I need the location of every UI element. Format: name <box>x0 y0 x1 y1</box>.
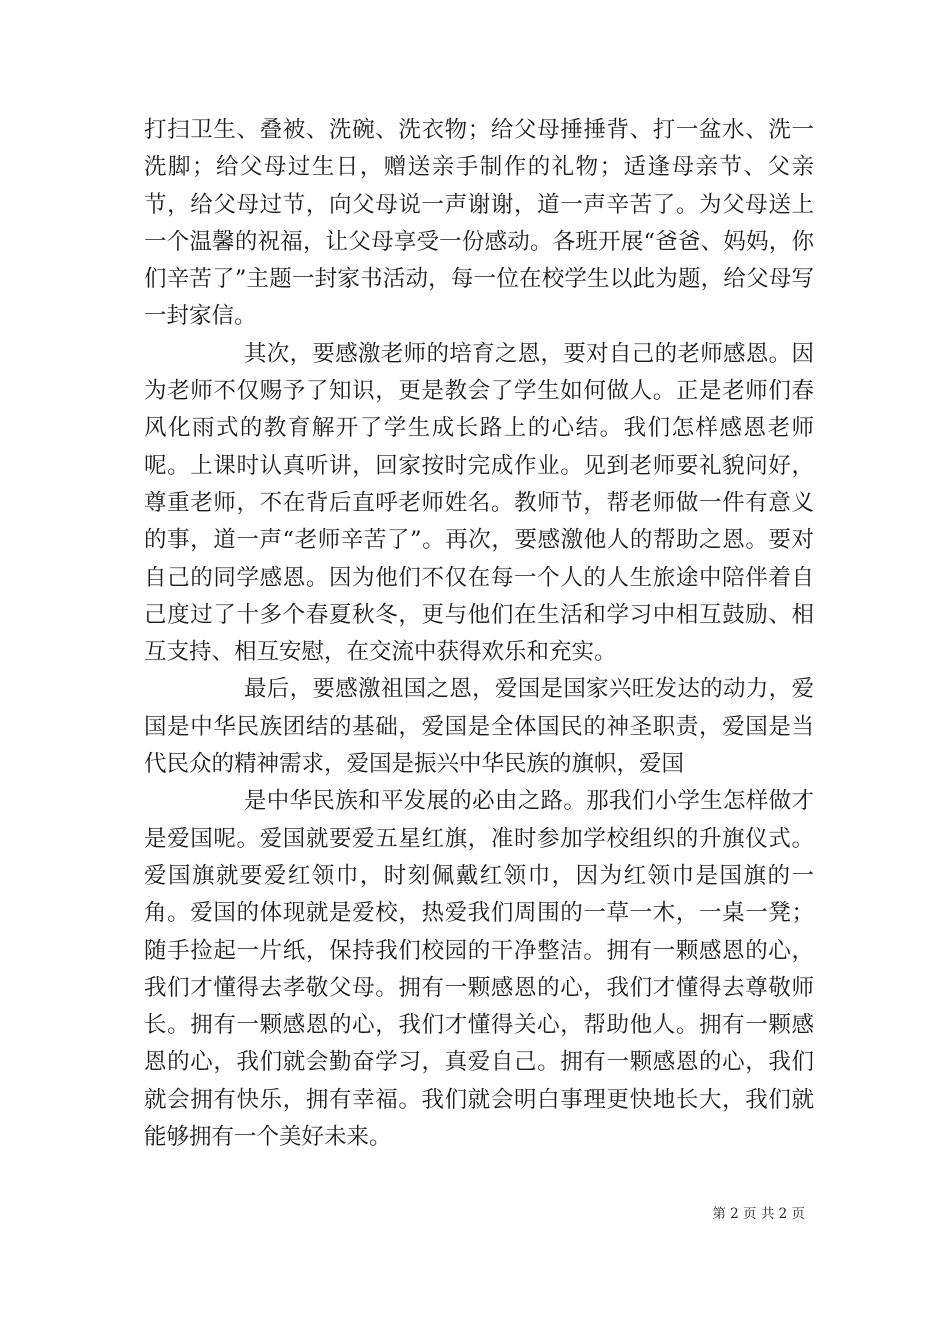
paragraph-patriotism: 是中华民族和平发展的必由之路。那我们小学生怎样做才是爱国呢。爱国就要爱五星红旗，准时参加学校组织的升旗仪式。爱国旗就要爱红领巾，时刻佩戴红领巾，因为红领巾是国旗的一角。爱国的体现就是爱校，热爱我们周围的一草一木，一桌一凳；随手捡起一片纸，保持我们校园的干净整洁。拥有一颗感恩的心，我们才懂得去孝敬父母。拥有一颗感恩的心，我们才懂得去尊敬师长。拥有一颗感恩的心，我们才懂得关心，帮助他人。拥有一颗感恩的心，我们就会勤奋学习，真爱自己。拥有一颗感恩的心，我们就会拥有快乐，拥有幸福。我们就会明白事理更快地长大，我们就能够拥有一个美好未来。 <box>144 788 814 1151</box>
page-number: 第 2 页 共 2 页 <box>712 1206 805 1222</box>
body-text <box>144 112 814 1156</box>
paragraph-chores: 打扫卫生、叠被、洗碗、洗衣物；给父母捶捶背、打一盆水、洗一洗脚；给父母过生日，赠送亲手制作的礼物；适逢母亲节、父亲节，给父母过节，向父母说一声谢谢，道一声辛苦了。为父母送上一个温馨的祝福，让父母享受一份感动。各班开展“爸爸、妈妈，你们辛苦了”主题一封家书活动，每一位在校学生以此为题，给父母写一封家信。 <box>144 117 814 330</box>
paragraph-teachers: 其次，要感激老师的培育之恩，要对自己的老师感恩。因为老师不仅赐予了知识，更是教会了学生如何做人。正是老师们春风化雨式的教育解开了学生成长路上的心结。我们怎样感恩老师呢。上课时认真听讲，回家按时完成作业。见到老师要礼貌问好，尊重老师，不在背后直呼老师姓名。教师节，帮老师做一件有意义的事，道一声“老师辛苦了”。再次，要感激他人的帮助之恩。要对自己的同学感恩。因为他们不仅在每一个人的人生旅途中陪伴着自己度过了十多个春夏秋冬，更与他们在生活和学习中相互鼓励、相互支持、相互安慰，在交流中获得欢乐和充实。 <box>144 340 814 666</box>
paragraph-motherland: 最后，要感激祖国之恩，爱国是国家兴旺发达的动力，爱国是中华民族团结的基础，爱国是全体国民的神圣职责，爱国是当代民众的精神需求，爱国是振兴中华民族的旗帜，爱国 <box>144 676 814 778</box>
